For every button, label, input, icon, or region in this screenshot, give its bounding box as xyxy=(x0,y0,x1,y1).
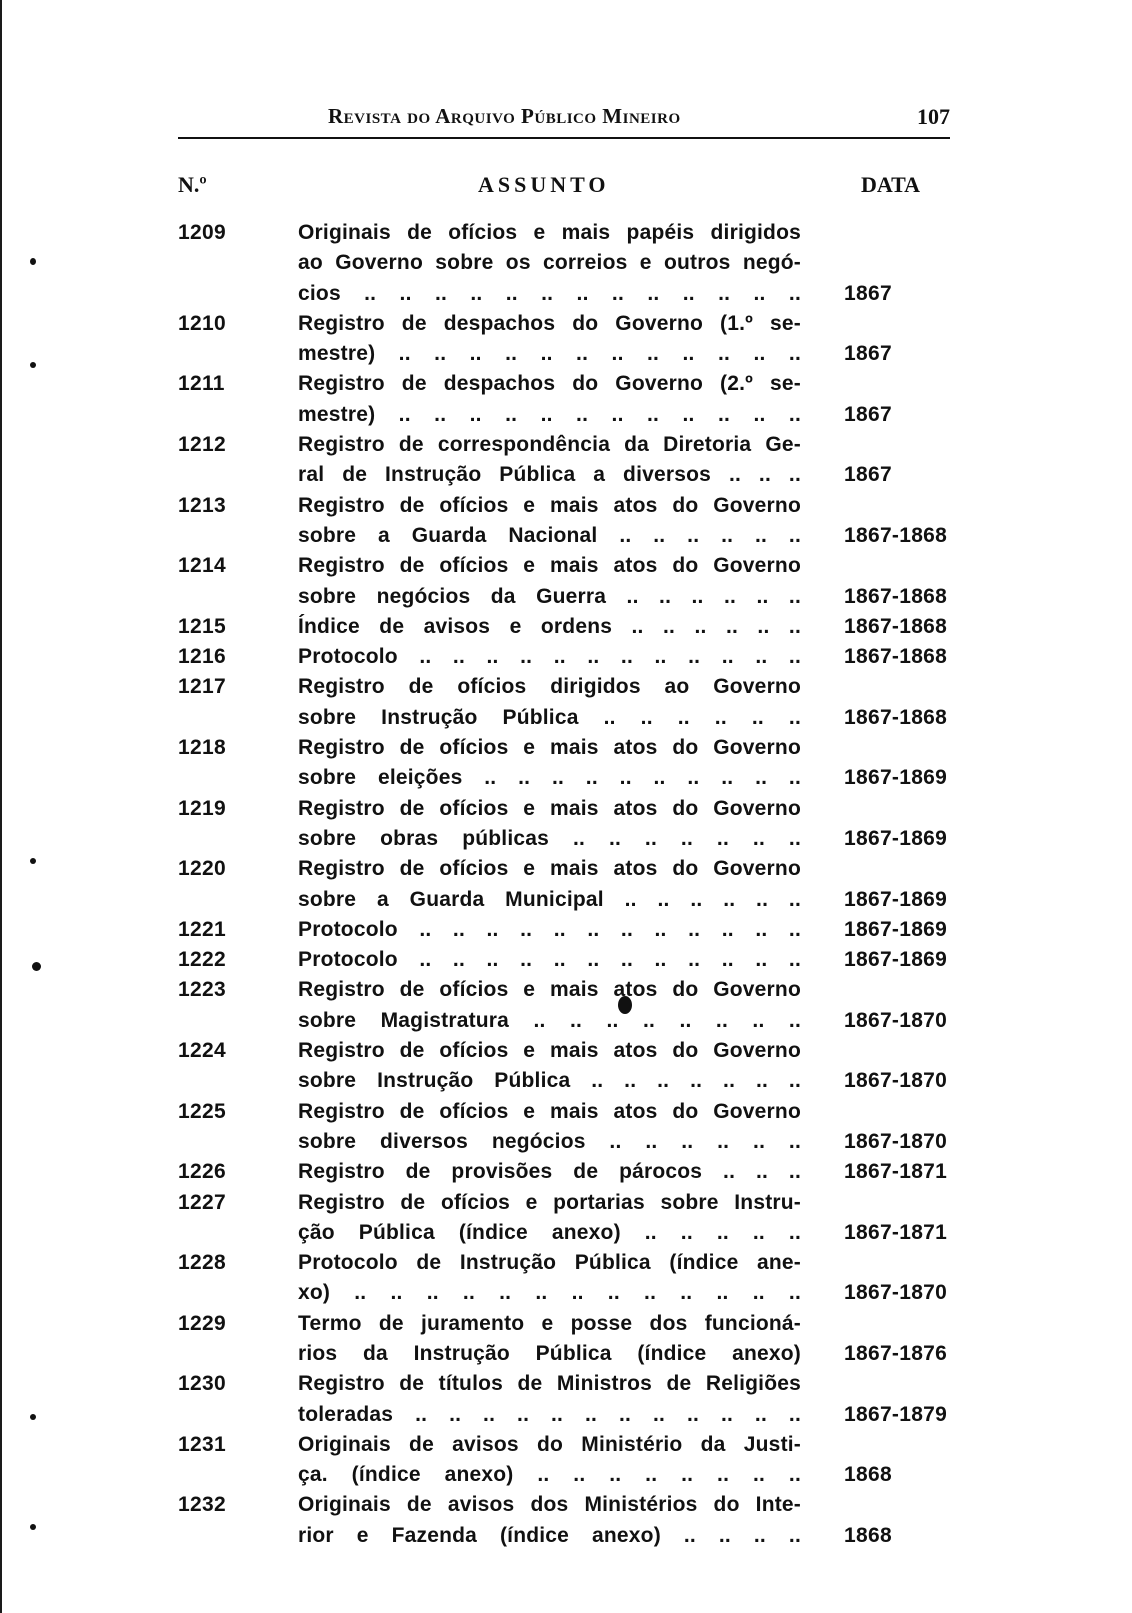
entry-subject-line: Registro de provisões de párocos .. .. .. xyxy=(298,1160,801,1184)
entry-subject xyxy=(298,612,801,642)
entry-subject-line: sobre obras públicas .. .. .. .. .. .. .. xyxy=(298,826,801,850)
list-item xyxy=(178,369,950,430)
entry-subject-line: ça. (índice anexo) .. .. .. .. .. .. .. .. xyxy=(298,1463,801,1487)
entry-number: 1227 xyxy=(178,1190,226,1214)
list-item xyxy=(178,1157,950,1187)
entry-subject-line: sobre a Guarda Municipal .. .. .. .. .. .. xyxy=(298,887,801,911)
entry-date: 1867-1869 xyxy=(844,917,948,941)
entry-subject-line: Originais de avisos dos Ministérios do Inte- xyxy=(298,1493,801,1517)
entry-number: 1232 xyxy=(178,1493,226,1517)
entry-subject-line: sobre Magistratura .. .. .. .. .. .. .. .. xyxy=(298,1008,801,1032)
entry-date: 1867-1879 xyxy=(844,1402,948,1426)
list-item xyxy=(178,551,950,612)
entry-subject-line: Registro de despachos do Governo (1.º se- xyxy=(298,311,801,335)
entry-subject xyxy=(298,1309,801,1370)
entry-subject-line: Registro de títulos de Ministros de Religiões xyxy=(298,1372,801,1396)
entry-number: 1222 xyxy=(178,948,226,972)
entry-number: 1220 xyxy=(178,857,226,881)
margin-speck xyxy=(32,962,41,971)
entry-subject-line: sobre Instrução Pública .. .. .. .. .. .. .. xyxy=(298,1069,801,1093)
entry-subject xyxy=(298,794,801,855)
entry-date: 1867-1868 xyxy=(844,645,948,669)
entry-number: 1225 xyxy=(178,1099,226,1123)
entry-date: 1867-1870 xyxy=(844,1281,948,1305)
entry-number: 1215 xyxy=(178,614,226,638)
entry-subject xyxy=(298,915,801,945)
entry-subject xyxy=(298,1097,801,1158)
list-item xyxy=(178,1309,950,1370)
entry-subject-line: mestre) .. .. .. .. .. .. .. .. .. .. .. .. xyxy=(298,402,801,426)
entry-subject-line: Protocolo de Instrução Pública (índice ane- xyxy=(298,1251,801,1275)
margin-speck xyxy=(30,1414,36,1420)
entry-date: 1867 xyxy=(844,281,892,305)
entry-subject xyxy=(298,1188,801,1249)
column-header-date: DATA xyxy=(861,172,921,197)
entry-subject-line: sobre a Guarda Nacional .. .. .. .. .. .. xyxy=(298,523,801,547)
entry-subject-line: sobre diversos negócios .. .. .. .. .. .. xyxy=(298,1129,801,1153)
list-item xyxy=(178,854,950,915)
entry-subject xyxy=(298,672,801,733)
list-item xyxy=(178,642,950,672)
list-item xyxy=(178,733,950,794)
entry-subject-line: Registro de correspondência da Diretoria Ge- xyxy=(298,433,801,457)
entry-subject-line: Registro de ofícios e mais atos do Governo xyxy=(298,978,801,1002)
entry-number: 1230 xyxy=(178,1372,226,1396)
list-item xyxy=(178,1036,950,1097)
entry-subject-line: rios da Instrução Pública (índice anexo) xyxy=(298,1341,801,1365)
entry-subject-line: Originais de avisos do Ministério da Justi- xyxy=(298,1432,801,1456)
entry-subject xyxy=(298,309,801,370)
header-rule xyxy=(178,137,950,139)
entry-subject-line: Registro de despachos do Governo (2.º se- xyxy=(298,372,801,396)
entry-number: 1214 xyxy=(178,554,226,578)
entry-date: 1867-1869 xyxy=(844,766,948,790)
list-item xyxy=(178,491,950,552)
entry-list xyxy=(178,218,950,1551)
entry-subject-line: Registro de ofícios e portarias sobre Instru- xyxy=(298,1190,801,1214)
list-item xyxy=(178,218,950,309)
entry-subject-line: Registro de ofícios e mais atos do Governo xyxy=(298,736,801,760)
entry-subject xyxy=(298,1248,801,1309)
entry-subject xyxy=(298,218,801,309)
entry-subject-line: Originais de ofícios e mais papéis dirigidos xyxy=(298,221,801,244)
entry-number: 1229 xyxy=(178,1311,226,1335)
entry-date: 1867-1868 xyxy=(844,523,948,547)
entry-subject-line: rior e Fazenda (índice anexo) .. .. .. .. xyxy=(298,1523,801,1547)
entry-subject-line: Índice de avisos e ordens .. .. .. .. .. .. xyxy=(298,614,801,638)
column-header-subject: ASSUNTO xyxy=(478,172,610,197)
entry-subject-line: sobre Instrução Pública .. .. .. .. .. .. xyxy=(298,705,801,729)
entry-number: 1212 xyxy=(178,433,226,457)
margin-speck xyxy=(30,858,36,864)
entry-subject xyxy=(298,1369,801,1430)
list-item xyxy=(178,945,950,975)
list-item xyxy=(178,1490,950,1551)
entry-date: 1867-1870 xyxy=(844,1129,948,1153)
entry-number: 1218 xyxy=(178,736,226,760)
entry-subject xyxy=(298,1036,801,1097)
entry-subject-line: ao Governo sobre os correios e outros negó- xyxy=(298,251,801,275)
entry-date: 1867-1868 xyxy=(844,614,948,638)
entry-number: 1226 xyxy=(178,1160,226,1184)
entry-subject-line: ção Pública (índice anexo) .. .. .. .. .. xyxy=(298,1220,801,1244)
margin-speck xyxy=(30,362,36,368)
entry-date: 1867-1870 xyxy=(844,1069,948,1093)
entry-date: 1867-1869 xyxy=(844,887,948,911)
entry-subject-line: mestre) .. .. .. .. .. .. .. .. .. .. .. .. xyxy=(298,342,801,366)
entry-subject xyxy=(298,975,801,1036)
entry-number: 1213 xyxy=(178,493,226,517)
column-headers xyxy=(178,172,950,200)
entry-subject xyxy=(298,551,801,612)
entry-number: 1231 xyxy=(178,1432,226,1456)
entry-date: 1867-1869 xyxy=(844,826,948,850)
entry-subject-line: Protocolo .. .. .. .. .. .. .. .. .. .. .. .. xyxy=(298,917,801,941)
entry-subject-line: Registro de ofícios e mais atos do Governo xyxy=(298,1039,801,1063)
entry-date: 1867-1871 xyxy=(844,1220,948,1244)
entry-date: 1867 xyxy=(844,342,892,366)
entry-number: 1228 xyxy=(178,1251,226,1275)
entry-subject xyxy=(298,854,801,915)
margin-speck xyxy=(30,1524,36,1530)
entry-subject xyxy=(298,1157,801,1187)
entry-subject-line: Registro de ofícios e mais atos do Governo xyxy=(298,1099,801,1123)
entry-subject xyxy=(298,1430,801,1491)
list-item xyxy=(178,612,950,642)
entry-date: 1867-1876 xyxy=(844,1341,948,1365)
entry-number: 1217 xyxy=(178,675,226,699)
page-number: 107 xyxy=(917,104,950,129)
entry-subject-line: xo) .. .. .. .. .. .. .. .. .. .. .. .. .. xyxy=(298,1281,801,1305)
entry-subject xyxy=(298,430,801,491)
entry-date: 1867-1871 xyxy=(844,1160,948,1184)
entry-date: 1867-1868 xyxy=(844,705,948,729)
entry-subject-line: Registro de ofícios e mais atos do Governo xyxy=(298,796,801,820)
entry-date: 1867-1870 xyxy=(844,1008,948,1032)
entry-number: 1209 xyxy=(178,221,226,244)
entry-subject-line: sobre eleições .. .. .. .. .. .. .. .. .. .. xyxy=(298,766,801,790)
list-item xyxy=(178,794,950,855)
list-item xyxy=(178,915,950,945)
entry-number: 1216 xyxy=(178,645,226,669)
list-item xyxy=(178,1248,950,1309)
entry-subject xyxy=(298,733,801,794)
entry-subject xyxy=(298,945,801,975)
entry-subject-line: cios .. .. .. .. .. .. .. .. .. .. .. .. .. xyxy=(298,281,801,305)
entry-subject-line: Registro de ofícios dirigidos ao Governo xyxy=(298,675,801,699)
entry-number: 1210 xyxy=(178,311,226,335)
entry-subject xyxy=(298,369,801,430)
scan-edge xyxy=(0,0,2,1613)
page-header xyxy=(178,104,950,138)
entry-number: 1211 xyxy=(178,372,225,396)
entry-subject-line: Registro de ofícios e mais atos do Governo xyxy=(298,857,801,881)
list-item xyxy=(178,975,950,1036)
margin-speck xyxy=(30,258,36,265)
list-item xyxy=(178,309,950,370)
entry-date: 1868 xyxy=(844,1523,892,1547)
entry-date: 1867-1869 xyxy=(844,948,948,972)
list-item xyxy=(178,430,950,491)
entry-number: 1221 xyxy=(178,917,226,941)
entry-subject-line: Protocolo .. .. .. .. .. .. .. .. .. .. .. .. xyxy=(298,645,801,669)
entry-date: 1868 xyxy=(844,1463,892,1487)
entry-subject-line: toleradas .. .. .. .. .. .. .. .. .. .. .. .. xyxy=(298,1402,801,1426)
entry-subject-line: ral de Instrução Pública a diversos .. .. .. xyxy=(298,463,801,487)
list-item xyxy=(178,672,950,733)
entry-date: 1867 xyxy=(844,463,892,487)
list-item xyxy=(178,1188,950,1249)
entry-subject xyxy=(298,642,801,672)
list-item xyxy=(178,1369,950,1430)
running-title: Revista do Arquivo Público Mineiro xyxy=(328,104,681,128)
entry-subject-line: Registro de ofícios e mais atos do Governo xyxy=(298,493,801,517)
entry-number: 1223 xyxy=(178,978,226,1002)
entry-number: 1224 xyxy=(178,1039,226,1063)
entry-date: 1867-1868 xyxy=(844,584,948,608)
entry-number: 1219 xyxy=(178,796,226,820)
entry-subject-line: Protocolo .. .. .. .. .. .. .. .. .. .. .. .. xyxy=(298,948,801,972)
entry-subject-line: Registro de ofícios e mais atos do Governo xyxy=(298,554,801,578)
column-header-number: N.º xyxy=(178,172,207,197)
entry-subject xyxy=(298,491,801,552)
entry-subject xyxy=(298,1490,801,1551)
list-item xyxy=(178,1097,950,1158)
list-item xyxy=(178,1430,950,1491)
entry-subject-line: Termo de juramento e posse dos funcioná- xyxy=(298,1311,801,1335)
entry-date: 1867 xyxy=(844,402,892,426)
entry-subject-line: sobre negócios da Guerra .. .. .. .. .. .. xyxy=(298,584,801,608)
